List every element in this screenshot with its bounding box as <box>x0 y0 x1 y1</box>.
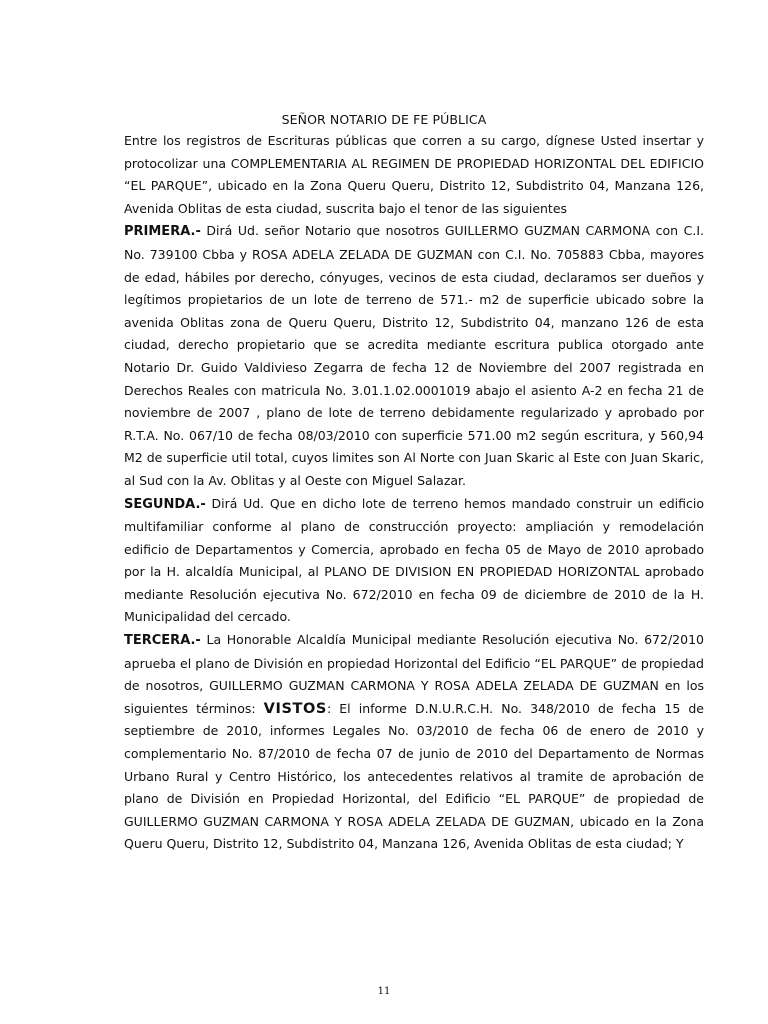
clause-segunda <box>124 493 704 630</box>
clause-tercera <box>124 629 704 856</box>
document-title: SEÑOR NOTARIO DE FE PÚBLICA <box>281 112 487 127</box>
clause-segunda-text: Dirá Ud. Que en dicho lote de terreno hemos mandado construir un edificio multifamiliar conforme al plano de construcción proyecto: ampliación y remodelación edificio de Departamentos y Comercia, aprobado en fecha 05 de Mayo de 2010 aprobado por la H. alcaldía Municipal, al PLANO DE DIVISION EN PROPIEDAD HORIZONTAL aprobado mediante Resolución ejecutiva No. 672/2010 en fecha 09 de diciembre de 2010 de la H. Municipalidad del cercado. <box>124 495 704 625</box>
clause-primera-heading: PRIMERA.- <box>124 224 201 240</box>
clause-tercera-heading: TERCERA.- <box>124 633 201 649</box>
clause-tercera-text-before: La Honorable Alcaldía Municipal mediante Resolución ejecutiva No. 672/2010 aprueba el plano de División en propiedad Horizontal del Edificio “EL PARQUE” de propiedad de nosotros, GUILLERMO GUZMAN CARMONA Y ROSA ADELA ZELADA DE GUZMAN en los siguientes términos: <box>124 632 704 716</box>
page-number: 11 <box>377 986 391 997</box>
clause-tercera-text-after: : El informe D.N.U.R.C.H. No. 348/2010 de fecha 15 de septiembre de 2010, informes Legales No. 03/2010 de fecha 06 de enero de 2010 y complementario No. 87/2010 de fecha 07 de junio de 2010 del Departamento de Normas Urbano Rural y Centro Histórico, los antecedentes relativos al tramite de aprobación de plano de División en Propiedad Horizontal, del Edificio “EL PARQUE” de propiedad de GUILLERMO GUZMAN CARMONA Y ROSA ADELA ZELADA DE GUZMAN, ubicado en la Zona Queru Queru, Distrito 12, Subdistrito 04, Manzana 126, Avenida Oblitas de esta ciudad; Y <box>124 700 704 852</box>
intro-paragraph: Entre los registros de Escrituras públicas que corren a su cargo, dígnese Usted insertar y protocolizar una COMPLEMENTARIA AL REGIMEN DE PROPIEDAD HORIZONTAL DEL EDIFICIO “EL PARQUE”, ubicado en la Zona Queru Queru, Distrito 12, Subdistrito 04, Manzana 126, Avenida Oblitas de esta ciudad, suscrita bajo el tenor de las siguientes <box>124 133 704 216</box>
clause-primera <box>124 220 704 492</box>
clause-primera-text: Dirá Ud. señor Notario que nosotros GUILLERMO GUZMAN CARMONA con C.I. No. 739100 Cbba y ROSA ADELA ZELADA DE GUZMAN con C.I. No. 705883 Cbba, mayores de edad, hábiles por derecho, cónyuges, vecinos de esta ciudad, declaramos ser dueños y legítimos propietarios de un lote de terreno de 571.- m2 de superficie ubicado sobre la avenida Oblitas zona de Queru Queru, Distrito 12, Subdistrito 04, manzano 126 de esta ciudad, derecho propietario que se acredita mediante escritura publica otorgado ante Notario Dr. Guido Valdivieso Zegarra de fecha 12 de Noviembre del 2007 registrada en Derechos Reales con matricula No. 3.01.1.02.0001019 abajo el asiento A-2 en fecha 21 de noviembre de 2007 , plano de lote de terreno debidamente regularizado y aprobado por R.T.A. No. 067/10 de fecha 08/03/2010 con superficie 571.00 m2 según escritura, y 560,94 M2 de superficie util total, cuyos limites son Al Norte con Juan Skaric al Este con Juan Skaric, al Sud con la Av. Oblitas y al Oeste con Miguel Salazar. <box>124 223 704 488</box>
clause-segunda-heading: SEGUNDA.- <box>124 496 206 512</box>
vistos-keyword: VISTOS <box>263 700 327 717</box>
document-body <box>124 130 704 856</box>
